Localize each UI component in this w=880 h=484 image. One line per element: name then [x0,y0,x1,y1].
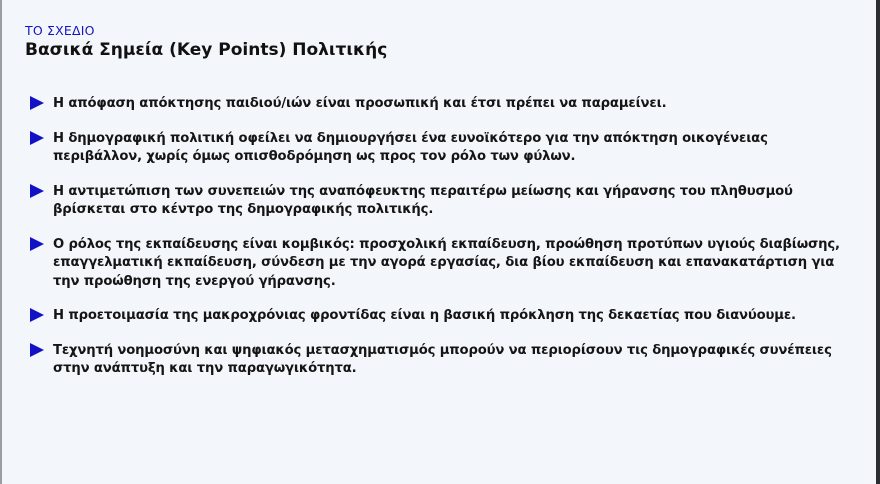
key-points-list [30,95,850,395]
list-item [30,236,850,292]
list-item [30,342,850,379]
triangle-bullet-icon [30,96,44,110]
list-item [30,307,850,326]
list-item-text: Η δημογραφική πολιτική οφείλει να δημιουργήσει ένα ευνοϊκότερο για την απόκτηση οικογένειας περιβάλλον, χωρίς όμως οπισθοδρόμηση ως προς τον ρόλο των φύλων. [53,130,768,164]
right-border [876,0,880,484]
list-item-text: Ο ρόλος της εκπαίδευσης είναι κομβικός: προσχολική εκπαίδευση, προώθηση προτύπων υγιούς διαβίωσης, επαγγελματική εκπαίδευση, σύνδεση με την αγορά εργασίας, δια βίου εκπαίδευση και επανακατάρτιση για την προώθηση της ενεργού γήρανσης. [53,236,840,289]
triangle-bullet-icon [30,237,44,251]
triangle-bullet-icon [30,343,44,357]
left-border [0,0,2,484]
page-title: Βασικά Σημεία (Key Points) Πολιτικής [25,40,388,60]
triangle-bullet-icon [30,308,44,322]
list-item [30,183,850,220]
list-item-text: Η προετοιμασία της μακροχρόνιας φροντίδας είναι η βασική πρόκληση της δεκαετίας που διανύουμε. [53,308,796,323]
triangle-bullet-icon [30,184,44,198]
list-item-text: Τεχνητή νοημοσύνη και ψηφιακός μετασχηματισμός μπορούν να περιορίσουν τις δημογραφικές συνέπειες στην ανάπτυξη και την παραγωγικότητα. [53,342,832,376]
list-item-text: Η απόφαση απόκτησης παιδιού/ιών είναι προσωπική και έτσι πρέπει να παραμείνει. [53,96,667,111]
list-item [30,95,850,114]
list-item [30,130,850,167]
triangle-bullet-icon [30,131,44,145]
list-item-text: Η αντιμετώπιση των συνεπειών της αναπόφευκτης περαιτέρω μείωσης και γήρανσης του πληθυσμού βρίσκεται στο κέντρο της δημογραφικής πολιτικής. [53,183,793,217]
section-kicker: ΤΟ ΣΧΕΔΙΟ [25,23,95,38]
